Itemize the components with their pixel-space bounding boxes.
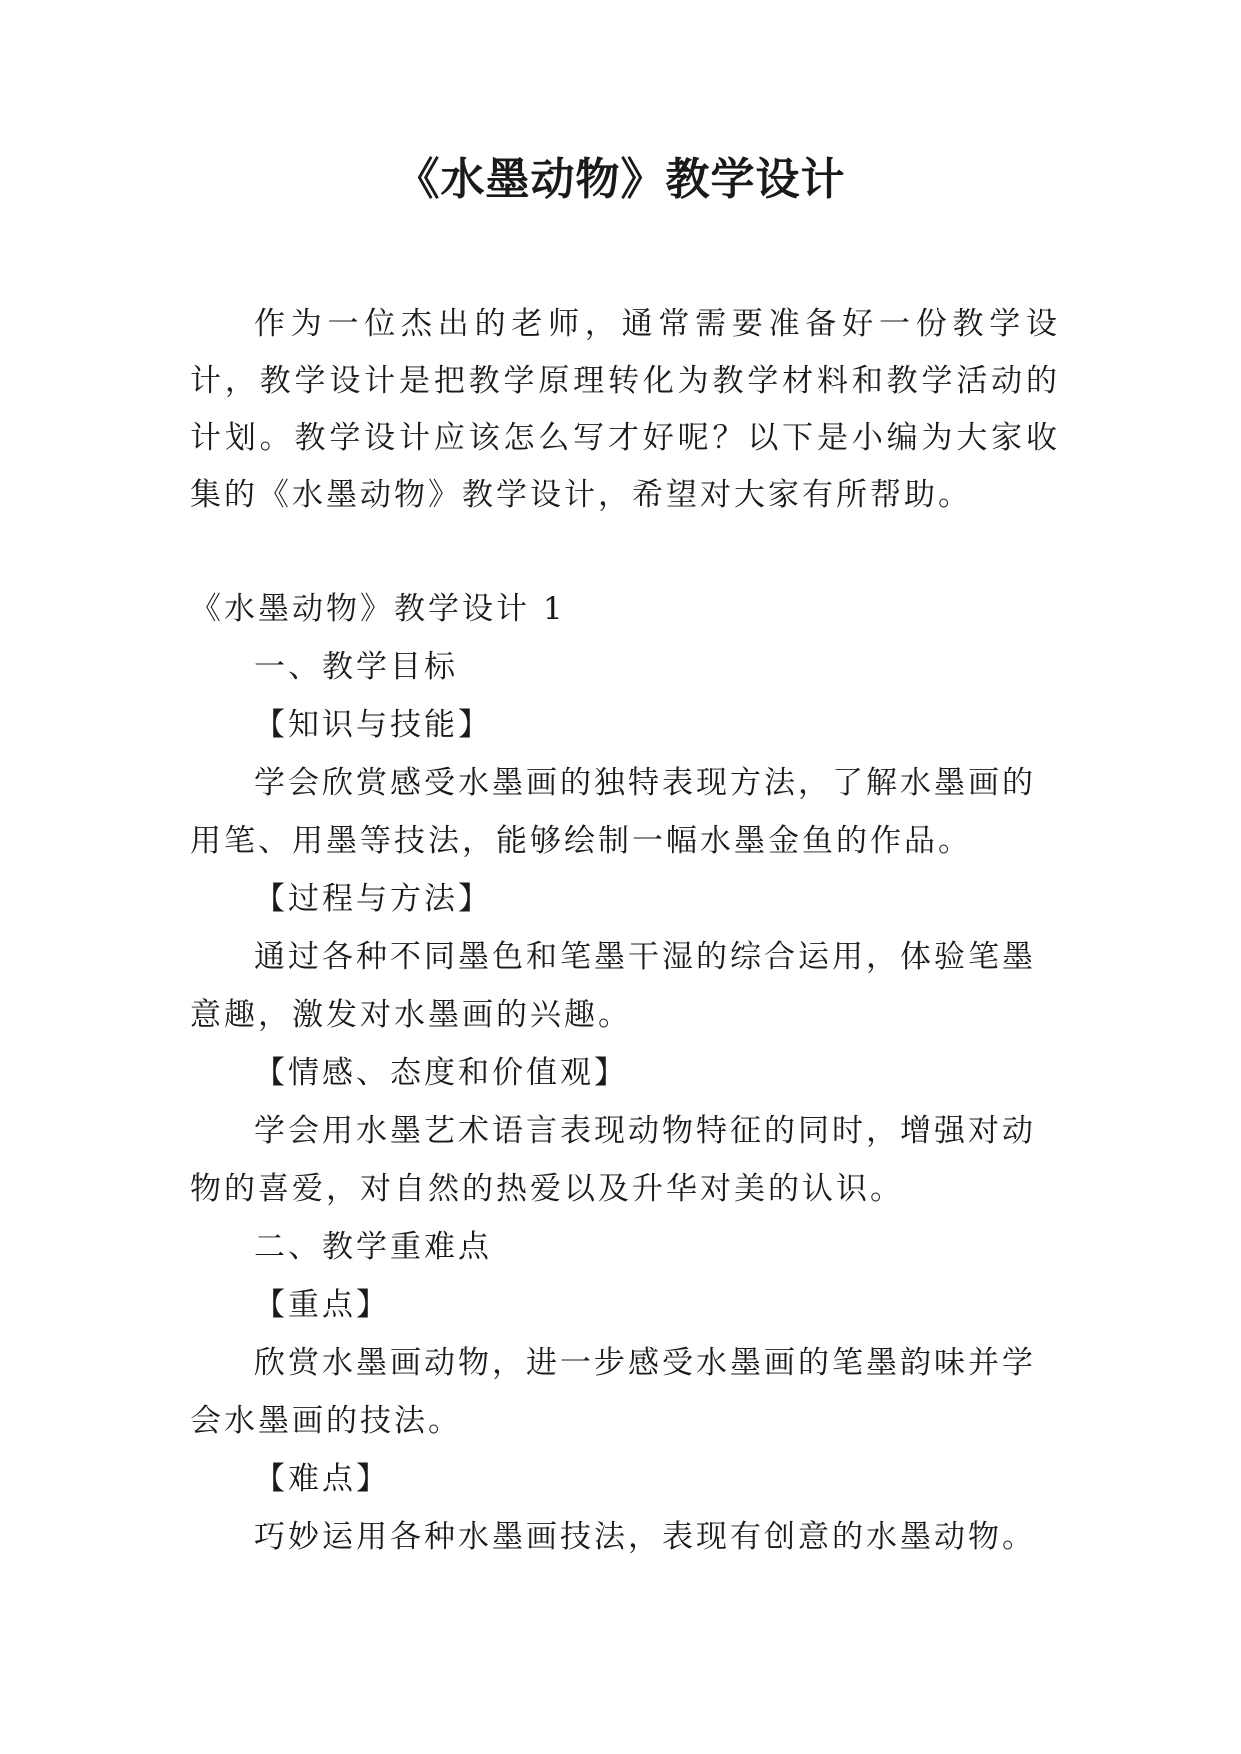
key-paragraph: 欣赏水墨画动物，进一步感受水墨画的笔墨韵味并学会水墨画的技法。 bbox=[190, 1345, 1036, 1439]
difficult-label: 【难点】 bbox=[254, 1461, 390, 1497]
key-difficult-heading: 二、教学重难点 bbox=[254, 1229, 492, 1265]
emotion-label: 【情感、态度和价值观】 bbox=[254, 1055, 628, 1091]
document-title: 《水墨动物》教学设计 bbox=[395, 154, 846, 205]
process-label: 【过程与方法】 bbox=[254, 881, 492, 917]
knowledge-paragraph: 学会欣赏感受水墨画的独特表现方法，了解水墨画的用笔、用墨等技法，能够绘制一幅水墨金鱼的作品。 bbox=[190, 765, 1036, 859]
process-paragraph: 通过各种不同墨色和笔墨干湿的综合运用，体验笔墨意趣，激发对水墨画的兴趣。 bbox=[190, 939, 1036, 1033]
objectives-heading: 一、教学目标 bbox=[254, 649, 458, 685]
emotion-paragraph: 学会用水墨艺术语言表现动物特征的同时，增强对动物的喜爱，对自然的热爱以及升华对美的认识。 bbox=[190, 1113, 1036, 1207]
key-label: 【重点】 bbox=[254, 1287, 390, 1323]
section-heading: 《水墨动物》教学设计 1 bbox=[190, 591, 566, 627]
difficult-paragraph: 巧妙运用各种水墨画技法，表现有创意的水墨动物。 bbox=[254, 1519, 1036, 1555]
intro-paragraph: 作为一位杰出的老师，通常需要准备好一份教学设计，教学设计是把教学原理转化为教学材料和教学活动的计划。教学设计应该怎么写才好呢？以下是小编为大家收集的《水墨动物》教学设计，希望对大家有所帮助。 bbox=[190, 306, 1060, 513]
section-1 bbox=[190, 580, 1060, 1566]
knowledge-label: 【知识与技能】 bbox=[254, 707, 492, 743]
